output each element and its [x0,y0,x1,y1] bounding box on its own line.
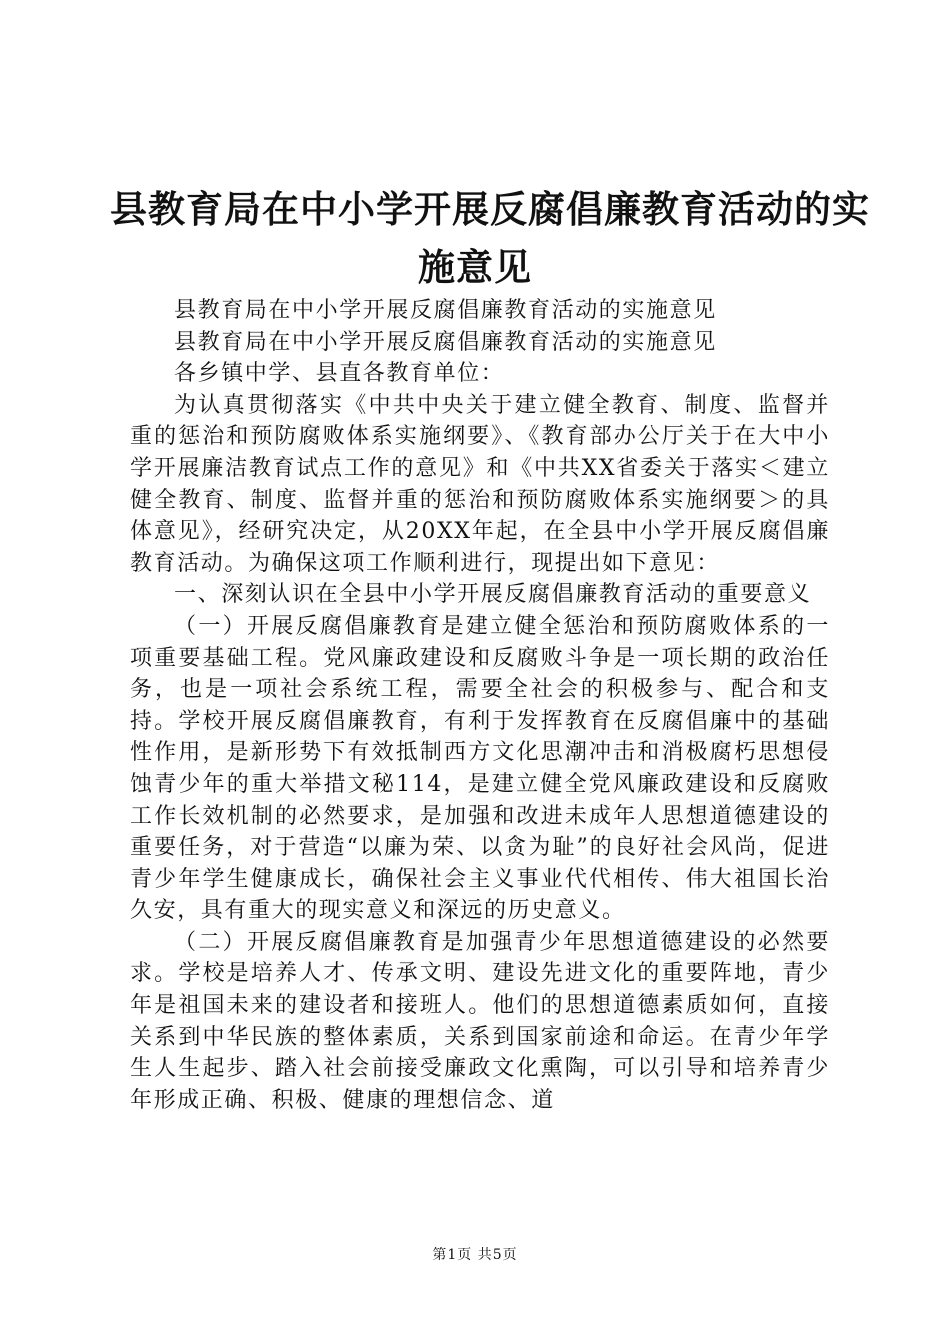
section-heading: 一、深刻认识在全县中小学开展反腐倡廉教育活动的重要意义 [174,582,812,608]
document-title-line-2: 施意见 [418,246,532,289]
body-paragraph: （二）开展反腐倡廉教育是加强青少年思想道德建设的必然要求。学校是培养人才、传承文明、建设先进文化的重要阵地，青少年是祖国未来的建设者和接班人。他们的思想道德素质如何，直接关系到中华民族的整体素质，关系到国家前途和命运。在青少年学生人生起步、踏入社会前接受廉政文化熏陶，可以引导和培养青少年形成正确、积极、健康的理想信念、道 [130,929,830,1113]
page-total: 共5页 [477,1247,518,1263]
document-body [130,295,830,1116]
subtitle-paragraph: 县教育局在中小学开展反腐倡廉教育活动的实施意见 [174,329,717,355]
body-paragraph: （一）开展反腐倡廉教育是建立健全惩治和预防腐败体系的一项重要基础工程。党风廉政建设和反腐败斗争是一项长期的政治任务，也是一项社会系统工程，需要全社会的积极参与、配合和支持。学校开展反腐倡廉教育，有利于发挥教育在反腐倡廉中的基础性作用，是新形势下有效抵制西方文化思潮冲击和消极腐朽思想侵蚀青少年的重大举措文秘114，是建立健全党风廉政建设和反腐败工作长效机制的必然要求，是加强和改进未成年人思想道德建设的重要任务，对于营造“以廉为荣、以贪为耻”的良好社会风尚，促进青少年学生健康成长，确保社会主义事业代代相传、伟大祖国长治久安，具有重大的现实意义和深远的历史意义。 [130,613,830,924]
subtitle-paragraph: 县教育局在中小学开展反腐倡廉教育活动的实施意见 [174,298,717,323]
page-footer [0,1244,950,1264]
document-title-line-1: 县教育局在中小学开展反腐倡廉教育活动的实 [110,188,870,231]
salutation-paragraph: 各乡镇中学、县直各教育单位： [174,361,505,387]
page-number: 第1页 [432,1247,473,1263]
intro-paragraph: 为认真贯彻落实《中共中央关于建立健全教育、制度、监督并重的惩治和预防腐败体系实施纲要》、《教育部办公厅关于在大中小学开展廉洁教育试点工作的意见》和《中共XX省委关于落实＜建立健全教育、制度、监督并重的惩治和预防腐败体系实施纲要＞的具体意见》，经研究决定，从20XX年起，在全县中小学开展反腐倡廉教育活动。为确保这项工作顺利进行，现提出如下意见： [130,392,830,576]
